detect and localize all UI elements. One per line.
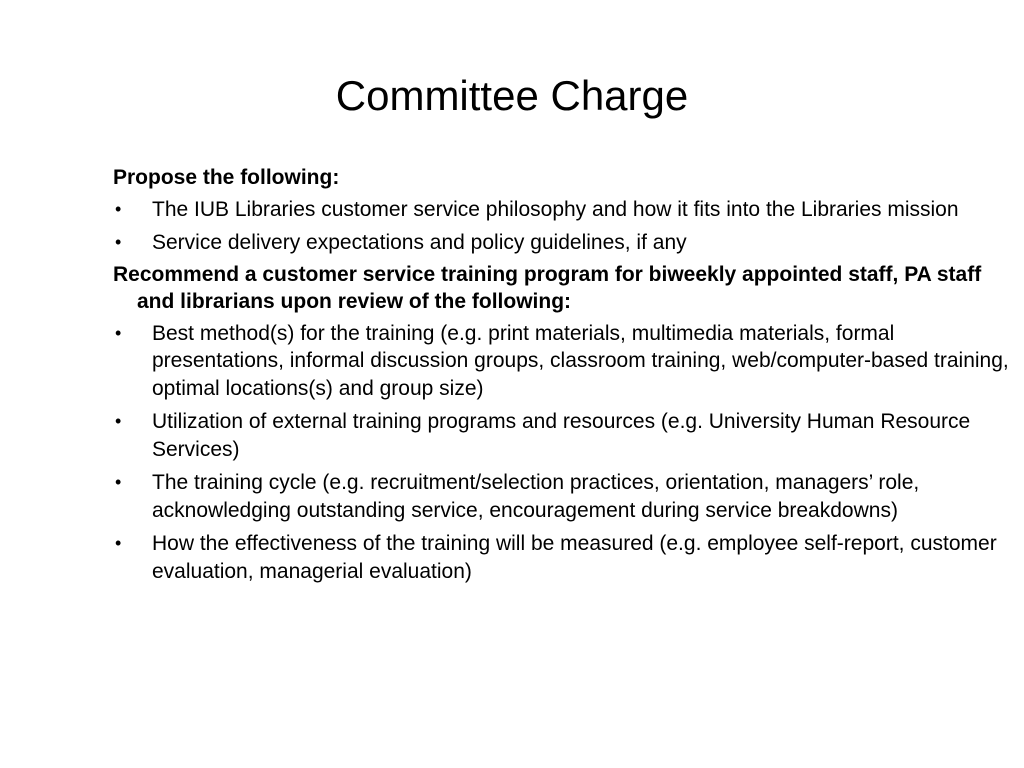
bullet-text: Best method(s) for the training (e.g. print materials, multimedia materials, formal presentations, informal discussion groups, classroom training, web/computer-based training, optimal locations(s) and group size) (152, 321, 1009, 400)
bullet-text: Utilization of external training programs and resources (e.g. University Human Resource Services) (152, 410, 971, 461)
bullet-text: How the effectiveness of the training will be measured (e.g. employee self-report, customer evaluation, managerial evaluation) (152, 532, 997, 583)
bullet-icon: • (115, 232, 122, 252)
bullet-icon: • (115, 533, 122, 553)
bullet-text: The training cycle (e.g. recruitment/selection practices, orientation, managers’ role, acknowledging outstanding service, encouragement during service breakdowns) (152, 471, 920, 522)
bullet-item (113, 229, 1013, 257)
bullet-item (113, 196, 1013, 224)
section-heading-recommend: Recommend a customer service training program for biweekly appointed staff, PA staff and librarians upon review of the following: (113, 262, 982, 313)
bullet-list-recommend (113, 320, 1013, 586)
bullet-item (113, 408, 1013, 463)
bullet-icon: • (115, 198, 122, 219)
bullet-text: Service delivery expectations and policy guidelines, if any (152, 231, 687, 254)
bullet-text: The IUB Libraries customer service philosophy and how it fits into the Libraries mission (152, 197, 959, 221)
bullet-item (113, 320, 1013, 403)
bullet-list-propose (113, 196, 1013, 257)
section-heading-propose: Propose the following: (113, 166, 340, 189)
bullet-item (113, 530, 1013, 585)
bullet-icon: • (115, 322, 122, 343)
bullet-item (113, 469, 1013, 524)
slide-content (113, 164, 1013, 591)
bullet-icon: • (115, 411, 122, 431)
bullet-icon: • (115, 472, 122, 492)
slide-title: Committee Charge (335, 72, 689, 119)
